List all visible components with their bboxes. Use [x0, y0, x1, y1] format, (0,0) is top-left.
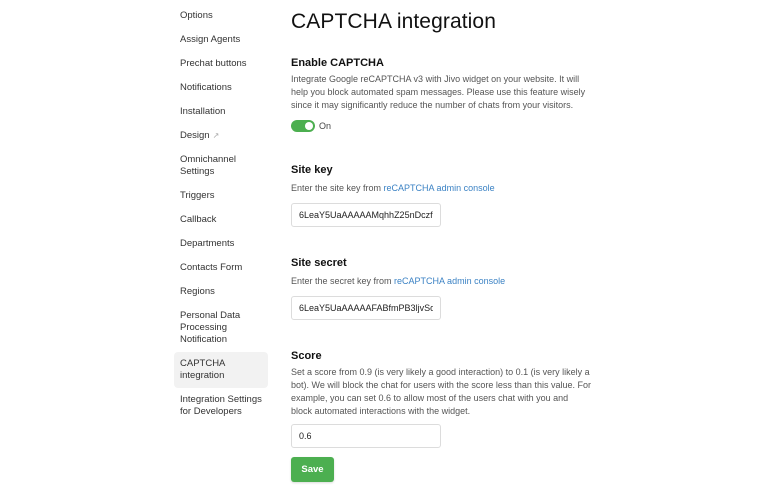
sidebar-item-label: Notifications	[180, 82, 232, 93]
toggle-knob	[305, 122, 313, 130]
site-key-admin-console-link[interactable]: reCAPTCHA admin console	[383, 183, 495, 193]
site-key-description	[291, 182, 591, 195]
sidebar-item-design[interactable]	[174, 124, 268, 148]
sidebar-item-label: Integration Settings for Developers	[180, 394, 262, 417]
score-description: Set a score from 0.9 (is very likely a good interaction) to 0.1 (is very likely a bot). We will block the chat for users with the score less than this value. For example, you can set 0.6 to allow most of the users chat with you and block automated interactions with the widget.	[291, 367, 591, 416]
site-secret-input[interactable]	[291, 296, 441, 320]
site-key-input[interactable]	[291, 203, 441, 227]
sidebar-item-label: Assign Agents	[180, 34, 241, 45]
sidebar-item-departments[interactable]	[174, 232, 268, 256]
sidebar-item-options[interactable]	[174, 4, 268, 28]
site-secret-title: Site secret	[291, 257, 347, 269]
sidebar-item-installation[interactable]	[174, 100, 268, 124]
score-input[interactable]	[291, 424, 441, 448]
sidebar-item-label: Callback	[180, 214, 217, 225]
sidebar-item-label: Design	[180, 130, 210, 141]
site-secret-description	[291, 275, 591, 288]
score-title: Score	[291, 350, 322, 362]
page-title: CAPTCHA integration	[291, 10, 496, 33]
sidebar-item-notifications[interactable]	[174, 76, 268, 100]
sidebar-item-label: CAPTCHA integration	[180, 358, 225, 381]
external-link-icon: ↗	[212, 131, 220, 140]
sidebar-item-label: Omnichannel Settings	[180, 154, 236, 177]
sidebar-item-label: Departments	[180, 238, 235, 249]
sidebar-item-assign-agents[interactable]	[174, 28, 268, 52]
sidebar-item-triggers[interactable]	[174, 184, 268, 208]
sidebar-item-label: Personal Data Processing Notification	[180, 310, 241, 345]
save-button[interactable]: Save	[291, 457, 334, 482]
toggle-label: On	[319, 121, 332, 131]
site-secret-description-text: Enter the secret key from	[291, 276, 395, 286]
sidebar-item-captcha[interactable]	[174, 352, 268, 388]
sidebar-item-label: Prechat buttons	[180, 58, 247, 69]
sidebar-item-contacts-form[interactable]	[174, 256, 268, 280]
sidebar-item-label: Triggers	[180, 190, 215, 201]
sidebar-item-personal-data[interactable]	[174, 304, 268, 352]
enable-captcha-description: Integrate Google reCAPTCHA v3 with Jivo widget on your website. It will help you block automated spam messages. Please use this feature wisely since it may significantly reduce the number of chats from your visitors.	[291, 74, 586, 110]
sidebar-item-callback[interactable]	[174, 208, 268, 232]
sidebar-item-label: Options	[180, 10, 213, 21]
sidebar-item-regions[interactable]	[174, 280, 268, 304]
sidebar-item-label: Contacts Form	[180, 262, 243, 273]
sidebar-item-label: Installation	[180, 106, 226, 117]
site-key-description-text: Enter the site key from	[291, 183, 384, 193]
site-key-title: Site key	[291, 164, 333, 176]
sidebar-item-integration-settings[interactable]	[174, 388, 268, 424]
captcha-toggle[interactable]	[291, 120, 315, 132]
sidebar-item-label: Regions	[180, 286, 215, 297]
sidebar-item-omnichannel-settings[interactable]	[174, 148, 268, 184]
sidebar-item-prechat-buttons[interactable]	[174, 52, 268, 76]
site-secret-admin-console-link[interactable]: reCAPTCHA admin console	[394, 276, 506, 286]
settings-sidebar	[174, 4, 268, 424]
enable-captcha-title: Enable CAPTCHA	[291, 57, 384, 69]
